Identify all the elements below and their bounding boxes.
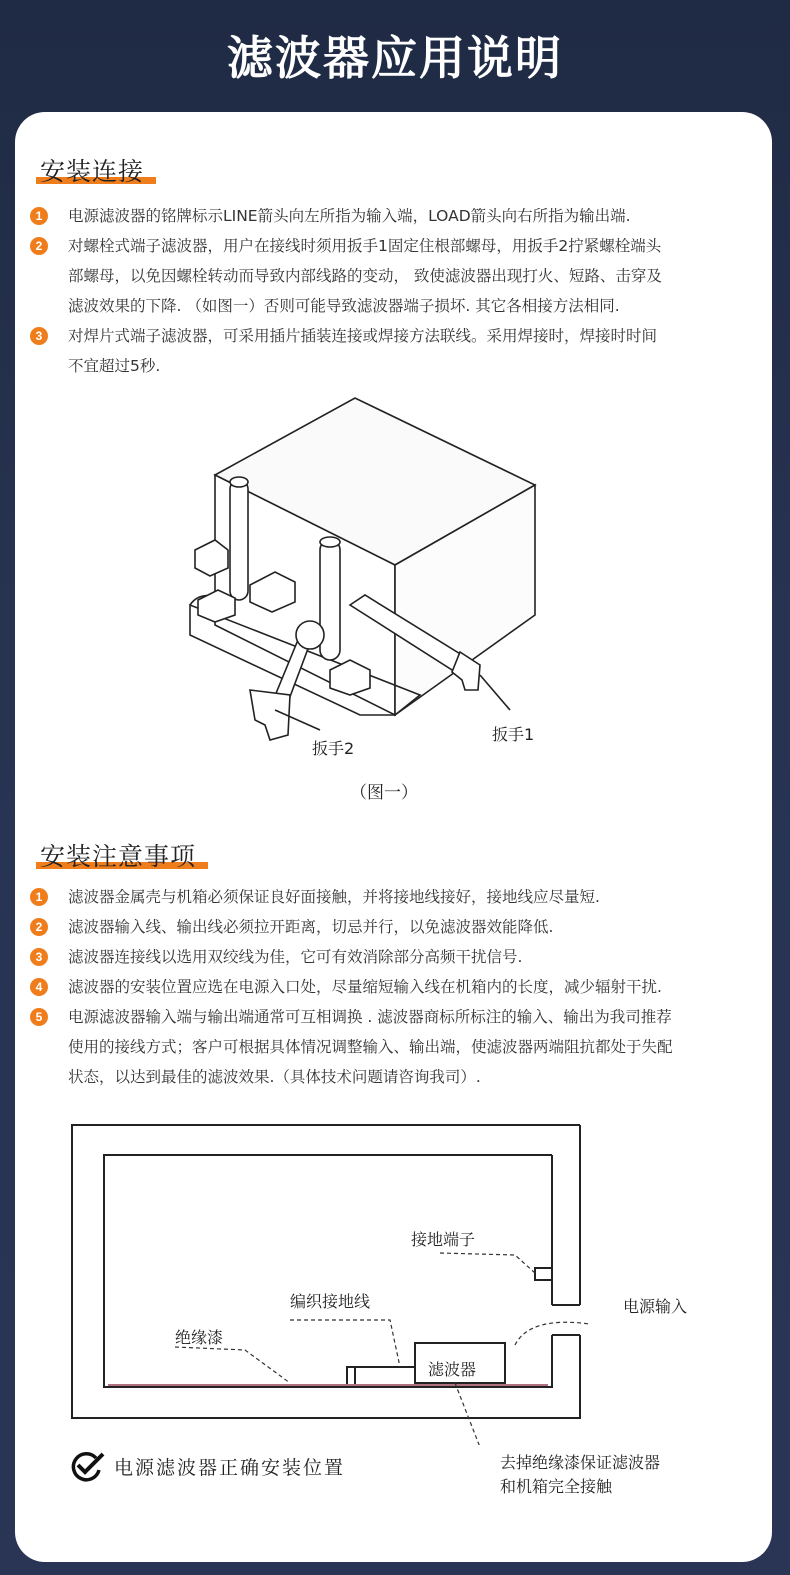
note-line-2: 和机箱完全接触: [500, 1477, 613, 1496]
nut-1: [195, 540, 228, 576]
leader-braided: [290, 1320, 400, 1367]
ground-terminal: [535, 1268, 552, 1280]
list-item: [30, 1002, 730, 1092]
list-item: [30, 201, 730, 231]
number-badge: 2: [30, 237, 48, 255]
leader-note: [455, 1383, 485, 1445]
filter-label: 滤波器: [428, 1360, 477, 1379]
list-item-line: 部螺母，以免因螺栓转动而导致内部线路的变动， 致使滤波器出现打火、短路、击穿及: [68, 267, 662, 285]
list-item-line: 不宜超过5秒.: [68, 357, 161, 375]
list-item: [30, 912, 730, 942]
insulating-paint-label: 绝缘漆: [175, 1328, 224, 1347]
number-badge: 4: [30, 978, 48, 996]
list-item-line: 电源滤波器输入端与输出端通常可互相调换 . 滤波器商标所标注的输入、输出为我司推荐: [68, 1008, 672, 1026]
list-item: [30, 231, 730, 321]
list-item-line: 滤波器输入线、输出线必须拉开距离，切忌并行，以免滤波器效能降低.: [68, 918, 554, 936]
leader-ground: [440, 1253, 535, 1273]
precautions-list: [30, 882, 730, 1092]
ground-terminal-label: 接地端子: [411, 1230, 476, 1249]
number-badge: 2: [30, 918, 48, 936]
number-badge: 3: [30, 948, 48, 966]
list-item: [30, 882, 730, 912]
list-item-line: 对焊片式端子滤波器，可采用插片插装连接或焊接方法联线。采用焊接时，焊接时时间: [68, 327, 658, 345]
braided-wire: [347, 1367, 415, 1385]
list-item-line: 滤波器连接线以选用双绞线为佳，它可有效消除部分高频干扰信号.: [68, 948, 523, 966]
braided-ground-label: 编织接地线: [290, 1292, 371, 1311]
list-item-line: 滤波器的安装位置应选在电源入口处，尽量缩短输入线在机箱内的长度，减少辐射干扰.: [68, 978, 662, 996]
list-item: [30, 972, 730, 1002]
leader-paint: [175, 1347, 290, 1383]
number-badge: 1: [30, 888, 48, 906]
list-item-line: 滤波器金属壳与机箱必须保证良好面接触，并将接地线接好，接地线应尽量短.: [68, 888, 600, 906]
page-title: 滤波器应用说明: [227, 31, 563, 85]
bolt-left: [230, 477, 248, 600]
number-badge: 5: [30, 1008, 48, 1026]
wrench-1-label: 扳手1: [492, 725, 535, 744]
list-item-line: 状态，以达到最佳的滤波效果.（具体技术问题请咨询我司）.: [68, 1068, 481, 1086]
number-badge: 3: [30, 327, 48, 345]
note-line-1: 去掉绝缘漆保证滤波器: [500, 1453, 661, 1472]
section-heading-installation: 安装连接: [36, 152, 148, 188]
wrench-figure: [180, 390, 580, 770]
nut-3: [198, 590, 235, 622]
figure-caption: （图一）: [350, 783, 418, 803]
section-heading-precautions: 安装注意事项: [36, 837, 200, 873]
checkmark-icon: [70, 1450, 106, 1482]
wrench-2-label: 扳手2: [312, 739, 355, 758]
installation-list: [30, 201, 730, 381]
list-item-line: 滤波效果的下降. （如图一）否则可能导致滤波器端子损坏. 其它各相接方法相同.: [68, 297, 620, 315]
correct-install-label: 电源滤波器正确安装位置: [114, 1457, 346, 1479]
list-item-line: 使用的接线方式；客户可根据具体情况调整输入、输出端，使滤波器两端阻抗都处于失配: [68, 1038, 673, 1056]
installation-diagram: [60, 1115, 590, 1445]
number-badge: 1: [30, 207, 48, 225]
list-item-line: 对螺栓式端子滤波器，用户在接线时须用扳手1固定住根部螺母，用扳手2拧紧螺栓端头: [68, 237, 662, 255]
power-input-label: 电源输入: [623, 1297, 688, 1316]
list-item: [30, 321, 730, 381]
list-item-line: 电源滤波器的铭牌标示LINE箭头向左所指为输入端，LOAD箭头向右所指为输出端.: [68, 207, 631, 225]
list-item: [30, 942, 730, 972]
